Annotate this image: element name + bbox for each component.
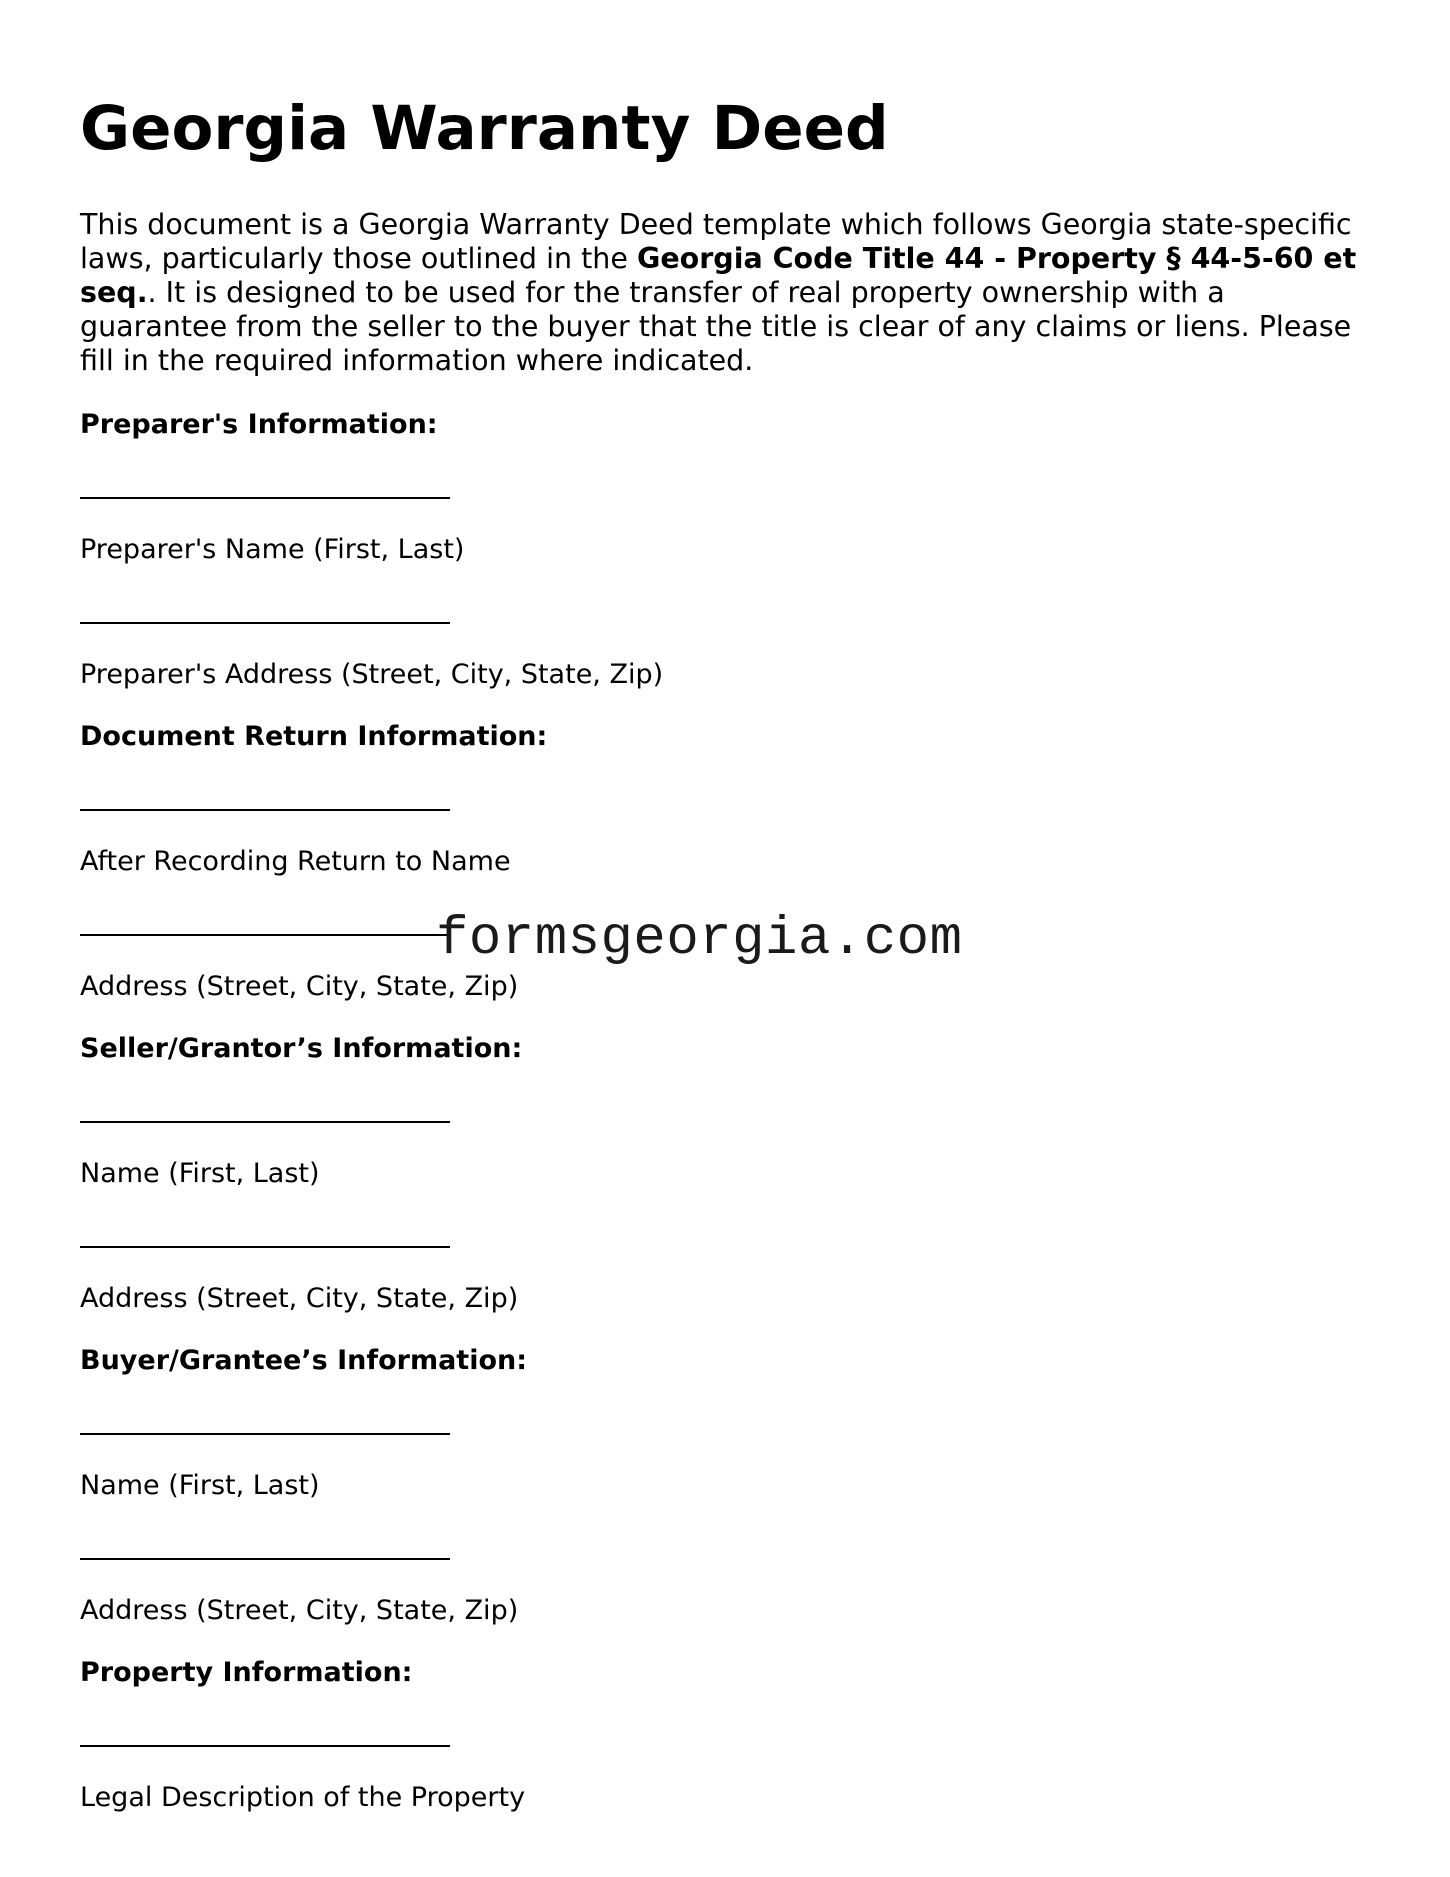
watermark: formsgeorgia.com xyxy=(436,909,963,970)
return-name-label: After Recording Return to Name xyxy=(80,846,511,877)
buyer-address-label: Address (Street, City, State, Zip) xyxy=(80,1595,519,1626)
return-heading: Document Return Information: xyxy=(80,721,548,752)
preparer-address-blank[interactable] xyxy=(80,622,450,624)
seller-name-label: Name (First, Last) xyxy=(80,1158,320,1189)
property-legal-blank[interactable] xyxy=(80,1745,450,1747)
buyer-address-blank[interactable] xyxy=(80,1558,450,1560)
seller-heading: Seller/Grantor’s Information: xyxy=(80,1033,523,1064)
intro-paragraph xyxy=(80,208,1380,378)
return-address-label: Address (Street, City, State, Zip) xyxy=(80,971,519,1002)
seller-address-label: Address (Street, City, State, Zip) xyxy=(80,1283,519,1314)
property-legal-label: Legal Description of the Property xyxy=(80,1782,526,1813)
return-name-blank[interactable] xyxy=(80,809,450,811)
preparer-heading: Preparer's Information: xyxy=(80,409,438,440)
intro-text-part1: This document is a Georgia Warranty Deed template which follows Georgia state-specific laws, particularly those outlined in the xyxy=(80,208,1352,275)
preparer-address-label: Preparer's Address (Street, City, State, Zip) xyxy=(80,659,664,690)
buyer-name-blank[interactable] xyxy=(80,1433,450,1435)
property-heading: Property Information: xyxy=(80,1657,413,1688)
seller-name-blank[interactable] xyxy=(80,1121,450,1123)
document-title: Georgia Warranty Deed xyxy=(80,93,889,164)
buyer-name-label: Name (First, Last) xyxy=(80,1470,320,1501)
buyer-heading: Buyer/Grantee’s Information: xyxy=(80,1345,528,1376)
seller-address-blank[interactable] xyxy=(80,1246,450,1248)
preparer-name-blank[interactable] xyxy=(80,497,450,499)
intro-code-citation: Georgia Code Title 44 - Property § 44-5-60 et seq. xyxy=(80,242,1357,309)
return-address-blank[interactable] xyxy=(80,934,450,936)
intro-text-part2: . It is designed to be used for the transfer of real property ownership with a guarantee from the seller to the buyer that the title is clear of any claims or liens. Please fill in the required information where indicated. xyxy=(80,276,1352,377)
preparer-name-label: Preparer's Name (First, Last) xyxy=(80,534,465,565)
